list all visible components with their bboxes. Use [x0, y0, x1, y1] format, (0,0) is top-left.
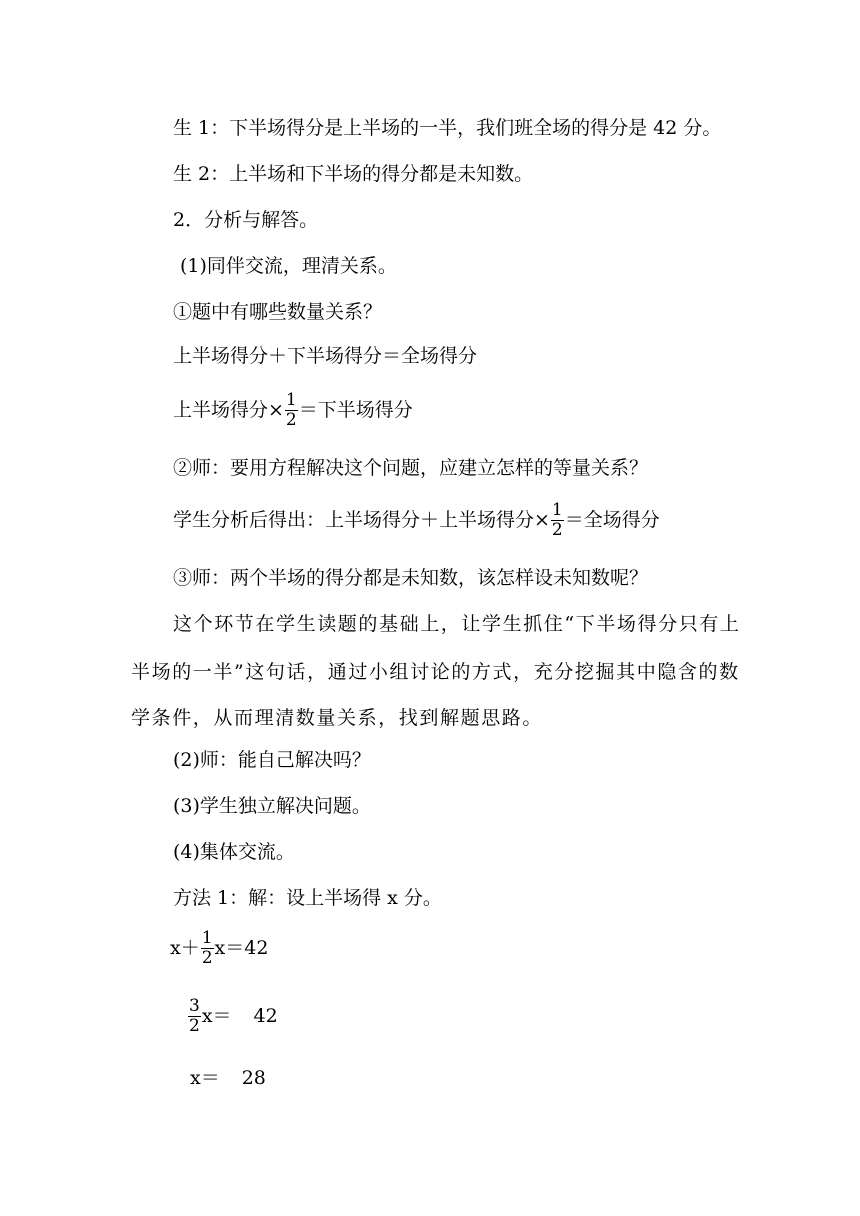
- relation2-left: 上半场得分×: [173, 399, 284, 421]
- question2: ②师：要用方程解决这个问题，应建立怎样的等量关系？: [173, 457, 649, 479]
- fraction-numerator: 1: [285, 389, 297, 410]
- equation1-left: x＋: [170, 937, 200, 959]
- equation1-right: x＝42: [214, 937, 269, 959]
- fraction-denominator: 2: [551, 519, 563, 540]
- equation2-middle: x＝: [201, 1005, 232, 1027]
- relation3: [173, 500, 660, 541]
- step3-line: (3)学生独立解决问题。: [173, 795, 371, 817]
- equation3-value: 28: [241, 1067, 266, 1089]
- fraction-one-half: [285, 391, 298, 430]
- step2-line: (2)师：能自己解决吗？: [173, 749, 371, 771]
- question1: ①题中有哪些数量关系？: [173, 301, 383, 323]
- paragraph-line-2: 半场的一半”这句话，通过小组讨论的方式，充分挖掘其中隐含的数: [131, 661, 740, 683]
- fraction-one-half: [201, 929, 214, 968]
- step4-line: (4)集体交流。: [173, 841, 295, 863]
- fraction-one-half: [551, 501, 564, 540]
- equation3-left: x＝: [190, 1067, 220, 1089]
- student1-statement: 生 1：下半场得分是上半场的一半，我们班全场的得分是 42 分。: [173, 117, 722, 139]
- relation1: 上半场得分＋下半场得分＝全场得分: [173, 345, 478, 367]
- fraction-numerator: 3: [189, 995, 200, 1016]
- student2-statement: 生 2：上半场和下半场的得分都是未知数。: [173, 163, 534, 185]
- relation2: [173, 390, 413, 431]
- equation2-value: 42: [253, 1005, 278, 1027]
- fraction-denominator: 2: [189, 1015, 200, 1036]
- equation3: [190, 1066, 266, 1090]
- section-analysis-heading: 2．分析与解答。: [173, 209, 319, 231]
- step1-heading: (1)同伴交流，理清关系。: [180, 255, 397, 277]
- fraction-denominator: 2: [285, 409, 297, 430]
- fraction-numerator: 1: [551, 499, 563, 520]
- equation1: [170, 928, 268, 969]
- paragraph-line-3: 学条件，从而理清数量关系，找到解题思路。: [131, 707, 544, 729]
- paragraph-line-1: 这个环节在学生读题的基础上，让学生抓住“下半场得分只有上: [173, 613, 741, 635]
- fraction-numerator: 1: [201, 927, 213, 948]
- relation3-left: 学生分析后得出：上半场得分＋上半场得分×: [173, 509, 550, 531]
- relation2-right: ＝下半场得分: [298, 399, 413, 421]
- fraction-three-halves: [188, 997, 201, 1036]
- question3: ③师：两个半场的得分都是未知数，该怎样设未知数呢？: [173, 567, 649, 589]
- equation2: [187, 996, 278, 1037]
- method1-line: 方法 1：解：设上半场得 x 分。: [173, 887, 442, 909]
- relation3-right: ＝全场得分: [564, 509, 660, 531]
- fraction-denominator: 2: [201, 947, 213, 968]
